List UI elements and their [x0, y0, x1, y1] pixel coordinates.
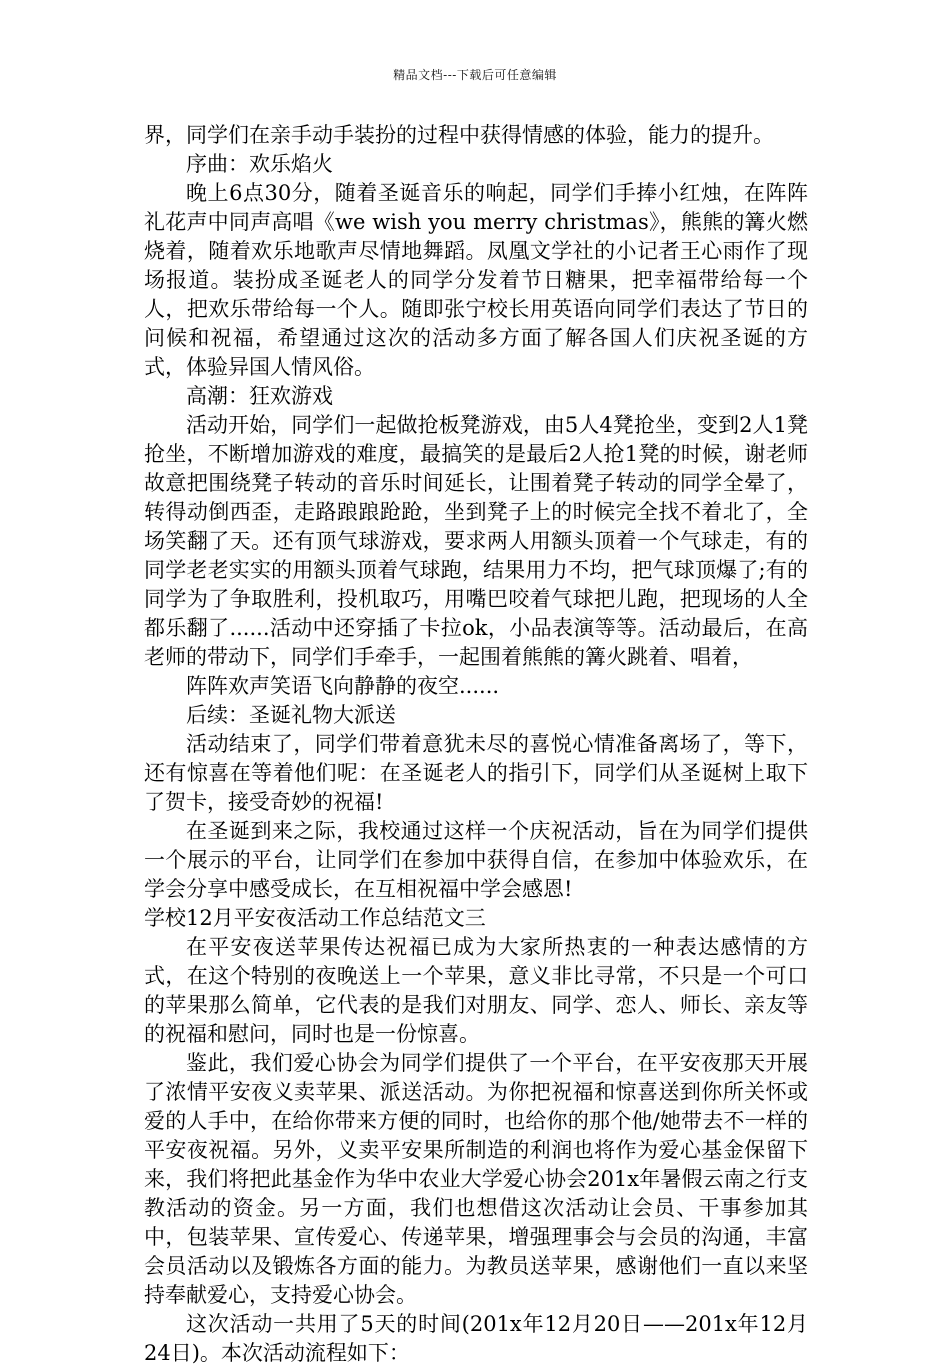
section-heading: 高潮：狂欢游戏	[186, 384, 333, 408]
section-heading: 序曲：欢乐焰火	[186, 152, 333, 176]
paragraph: 阵阵欢声笑语飞向静静的夜空......	[186, 674, 500, 698]
paragraph: 界，同学们在亲手动手装扮的过程中获得情感的体验，能力的提升。	[144, 123, 774, 147]
document-title: 学校12月平安夜活动工作总结范文三	[144, 906, 486, 930]
paragraph: 活动开始，同学们一起做抢板凳游戏，由5人4凳抢坐，变到2人1凳抢坐，不断增加游戏的难度，最搞笑的是最后2人抢1凳的时候，谢老师故意把围绕凳子转动的音乐时间延长，让围着凳子转动的同学全晕了，转得动倒西歪，走路踉踉跄跄，坐到凳子上的时候完全找不着北了，全场笑翻了天。还有顶气球游戏，要求两人用额头顶着一个气球走，有的同学老老实实的用额头顶着气球跑，结果用力不均，把气球顶爆了;有的同学为了争取胜利，投机取巧，用嘴巴咬着气球把儿跑，把现场的人全都乐翻了......活动中还穿插了卡拉ok，小品表演等等。活动最后，在高老师的带动下，同学们手牵手，一起围着熊熊的篝火跳着、唱着，	[144, 413, 808, 669]
section-heading: 后续：圣诞礼物大派送	[186, 703, 396, 727]
paragraph: 在平安夜送苹果传达祝福已成为大家所热衷的一种表达感情的方式，在这个特别的夜晚送上一个苹果，意义非比寻常，不只是一个可口的苹果那么简单，它代表的是我们对朋友、同学、恋人、师长、亲友等的祝福和慰问，同时也是一份惊喜。	[144, 935, 808, 1046]
page-header: 精品文档---下载后可任意编辑	[393, 68, 557, 82]
document-body	[144, 121, 808, 1368]
paragraph: 在圣诞到来之际，我校通过这样一个庆祝活动，旨在为同学们提供一个展示的平台，让同学们在参加中获得自信，在参加中体验欢乐，在学会分享中感受成长，在互相祝福中学会感恩!	[144, 819, 808, 901]
paragraph: 这次活动一共用了5天的时间(201x年12月20日——201x年12月24日)。本次活动流程如下：	[144, 1312, 808, 1365]
paragraph: 晚上6点30分，随着圣诞音乐的响起，同学们手捧小红烛，在阵阵礼花声中同声高唱《we wish you merry christmas》，熊熊的篝火燃烧着，随着欢乐地歌声尽情地舞蹈。凤凰文学社的小记者王心雨作了现场报道。装扮成圣诞老人的同学分发着节日糖果，把幸福带给每一个人，把欢乐带给每一个人。随即张宁校长用英语向同学们表达了节日的问候和祝福，希望通过这次的活动多方面了解各国人们庆祝圣诞的方式，体验异国人情风俗。	[144, 181, 808, 379]
paragraph: 鉴此，我们爱心协会为同学们提供了一个平台，在平安夜那天开展了浓情平安夜义卖苹果、派送活动。为你把祝福和惊喜送到你所关怀或爱的人手中，在给你带来方便的同时，也给你的那个他/她带去不一样的平安夜祝福。另外，义卖平安果所制造的利润也将作为爱心基金保留下来，我们将把此基金作为华中农业大学爱心协会201x年暑假云南之行支教活动的资金。另一方面，我们也想借这次活动让会员、干事参加其中，包装苹果、宣传爱心、传递苹果，增强理事会与会员的沟通，丰富会员活动以及锻炼各方面的能力。为教员送苹果，感谢他们一直以来坚持奉献爱心，支持爱心协会。	[144, 1051, 808, 1307]
paragraph: 活动结束了，同学们带着意犹未尽的喜悦心情准备离场了，等下，还有惊喜在等着他们呢：在圣诞老人的指引下，同学们从圣诞树上取下了贺卡，接受奇妙的祝福!	[144, 732, 808, 814]
